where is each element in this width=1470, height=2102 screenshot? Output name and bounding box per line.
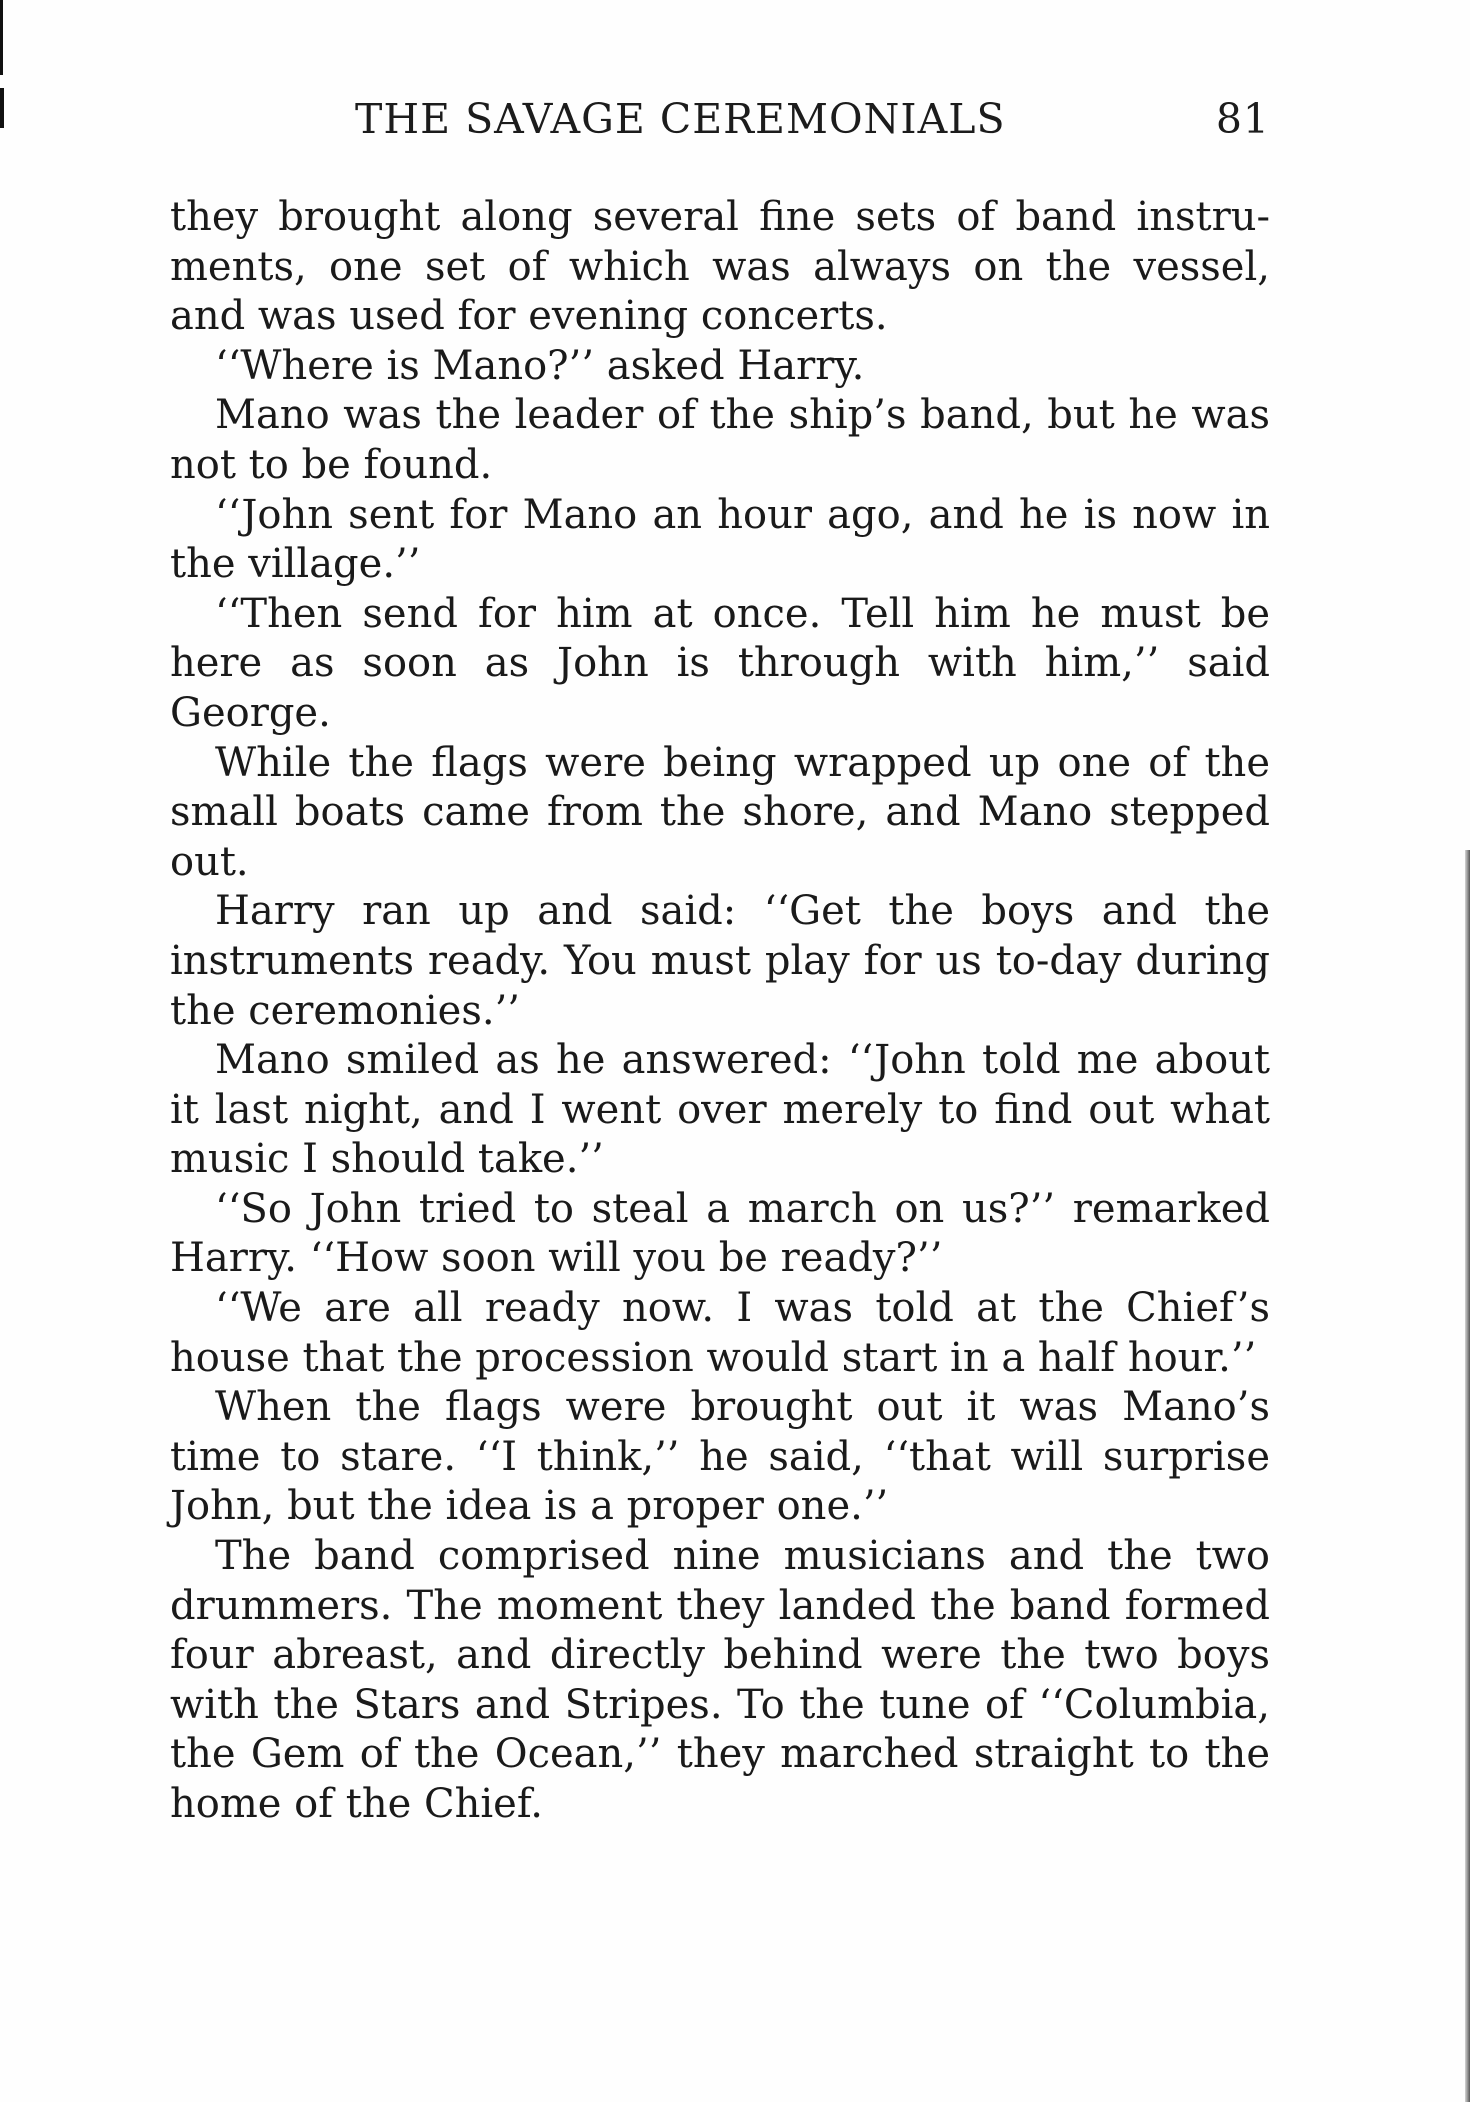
paragraph: Mano smiled as he answered: ‘‘John told me about it last night, and I went over merely to find out what music I should take.’’ [170,1037,1270,1183]
paragraph: ‘‘So John tried to steal a march on us?’’ remarked Harry. ‘‘How soon will you be ready?’’ [170,1185,1270,1282]
paragraph: The band comprised nine musicians and the two drummers. The moment they landed the band formed four abreast, and directly behind were the two boys with the Stars and Stripes. To the tune of ‘‘Columbia, the Gem of the Ocean,’’ they marched straight to the home of the Chief. [170,1533,1270,1827]
paragraph: ‘‘We are all ready now. I was told at the Chief’s house that the procession would start in a half hour.’’ [170,1285,1270,1381]
body-text [170,193,1270,1830]
page-header [170,95,1270,155]
scan-edge-right [1465,850,1470,2102]
paragraph: While the flags were being wrapped up one of the small boats came from the shore, and Mano stepped out. [170,739,1270,885]
page-number: 81 [1215,95,1270,143]
paragraph: Harry ran up and said: ‘‘Get the boys and the instruments ready. You must play for us to-day during the ceremonies.’’ [170,888,1270,1034]
running-title: THE SAVAGE CEREMONIALS [355,95,1006,143]
paragraph-continuation: they brought along several fine sets of band instruments, one set of which was always on the vessel, and was used for evening concerts. [170,194,1270,340]
scan-edge-left-bottom [0,88,4,128]
scan-edge-left-top [0,0,3,75]
paragraph: ‘‘John sent for Mano an hour ago, and he is now in the village.’’ [170,491,1270,588]
paragraph: Mano was the leader of the ship’s band, but he was not to be found. [170,392,1270,488]
paragraph: When the flags were brought out it was Mano’s time to stare. ‘‘I think,’’ he said, ‘‘that will surprise John, but the idea is a proper one.’’ [170,1384,1270,1530]
paragraph: ‘‘Then send for him at once. Tell him he must be here as soon as John is through with him,’’ said George. [170,590,1270,736]
paragraph: ‘‘Where is Mano?’’ asked Harry. [215,342,865,389]
